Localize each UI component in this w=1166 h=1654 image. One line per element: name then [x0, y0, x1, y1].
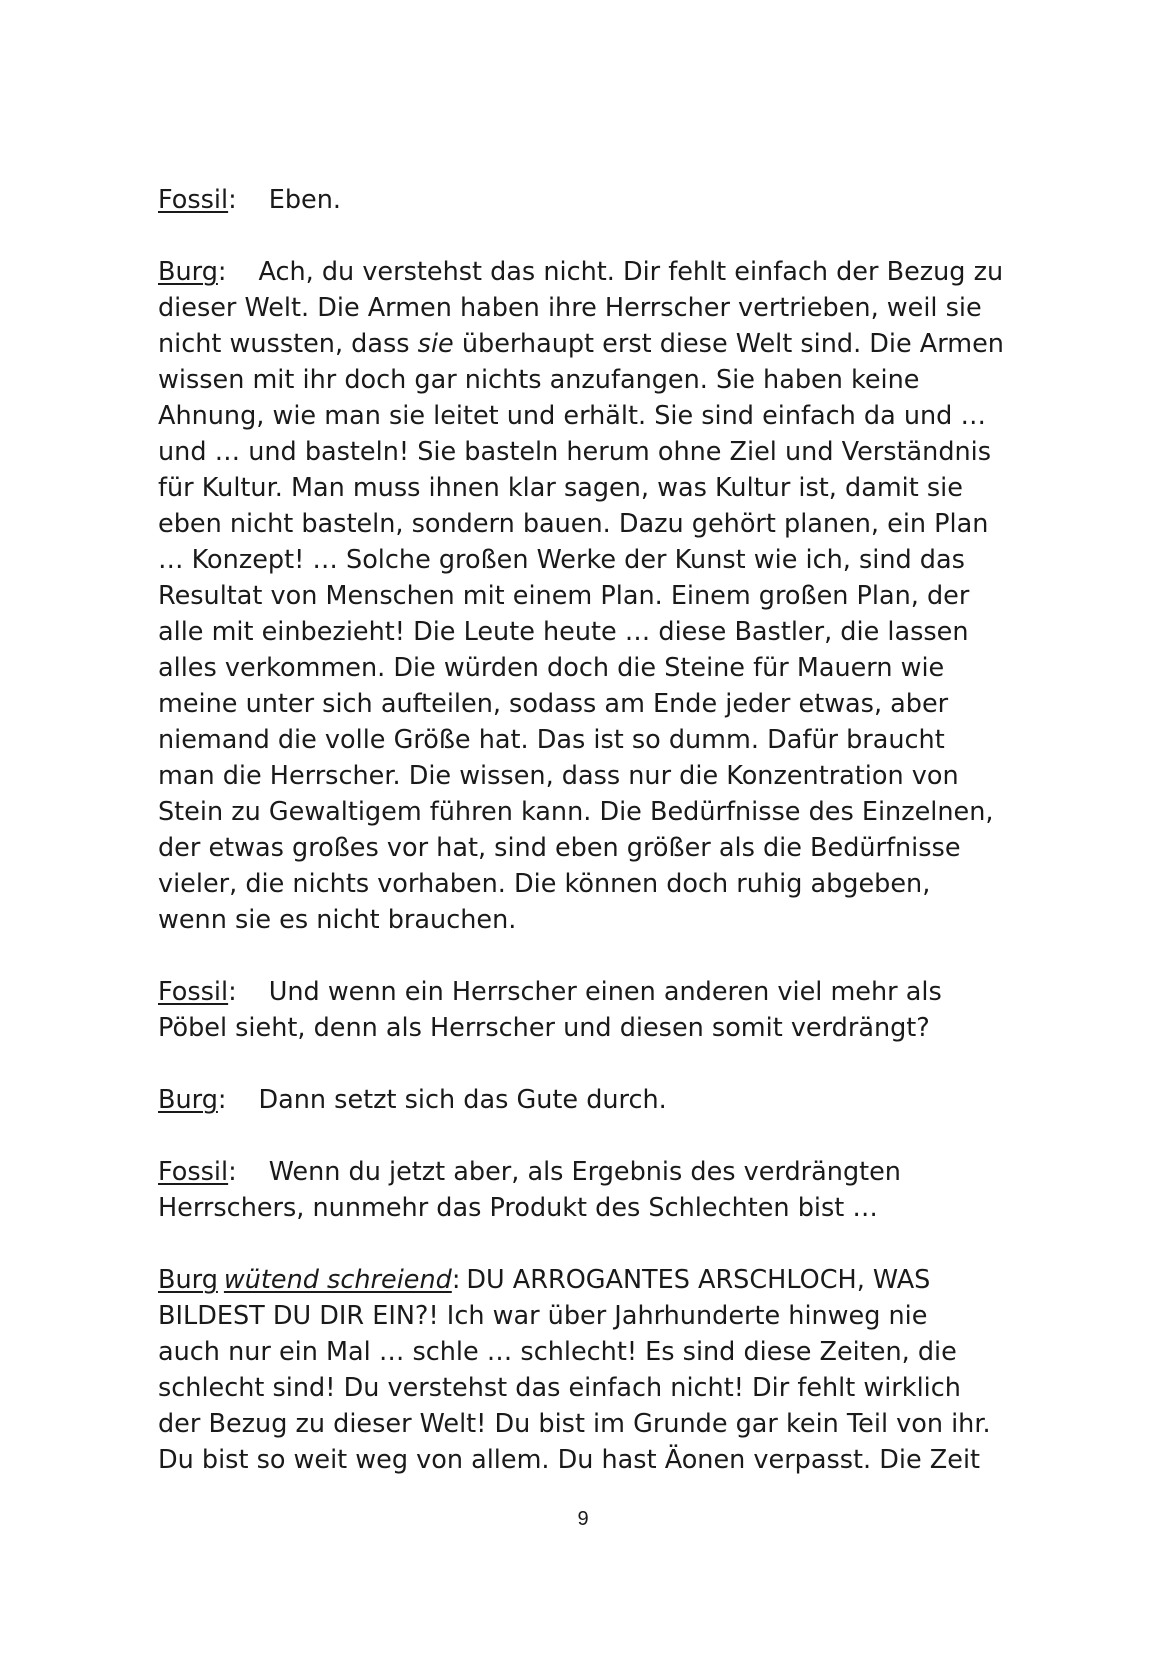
dialogue-block: Burg wütend schreiend: DU ARROGANTES ARSCHLOCH, WAS BILDEST DU DIR EIN?! Ich war über Jahrhunderte hinweg nie auch nur ein Mal … schle … schlecht! Es sind diese Zeiten, die schlecht sind! Du verstehst das einfach nicht! Dir fehlt wirklich der Bezug zu dieser Welt! Du bist im Grunde gar kein Teil von ihr. Du bist so weit weg von allem. Du hast Äonen verpasst. Die Zeit	[158, 1262, 1038, 1478]
dialogue-line: BILDEST DU DIR EIN?! Ich war über Jahrhunderte hinweg nie	[158, 1301, 928, 1331]
stage-direction: wütend schreiend	[223, 1265, 452, 1295]
dialogue-block: Fossil: Wenn du jetzt aber, als Ergebnis des verdrängten Herrschers, nunmehr das Produkt des Schlechten bist …	[158, 1154, 1038, 1226]
dialogue-line: Du bist so weit weg von allem. Du hast Äonen verpasst. Die Zeit	[158, 1445, 981, 1475]
dialogue-line: Dann setzt sich das Gute durch.	[258, 1085, 667, 1115]
dialogue-line: wissen mit ihr doch gar nichts anzufangen. Sie haben keine	[158, 365, 920, 395]
dialogue-line: man die Herrscher. Die wissen, dass nur die Konzentration von	[158, 761, 959, 791]
script-page	[158, 182, 1038, 1514]
speaker-name: Burg	[158, 1085, 218, 1115]
dialogue-line: Ahnung, wie man sie leitet und erhält. Sie sind einfach da und …	[158, 401, 986, 431]
speaker-name: Burg	[158, 1265, 218, 1295]
page-number: 9	[577, 1508, 589, 1530]
dialogue-line: alle mit einbezieht! Die Leute heute … diese Bastler, die lassen	[158, 617, 969, 647]
speaker-name: Fossil	[158, 1157, 229, 1187]
dialogue-line: Ach, du verstehst das nicht. Dir fehlt einfach der Bezug zu	[258, 257, 1004, 287]
dialogue-line: … Konzept! … Solche großen Werke der Kunst wie ich, sind das	[158, 545, 965, 575]
speaker-name: Fossil	[158, 185, 229, 215]
dialogue-block: Burg: Ach, du verstehst das nicht. Dir fehlt einfach der Bezug zu dieser Welt. Die Armen haben ihre Herrscher vertrieben, weil sie nicht wussten, dass sie überhaupt erst diese Welt sind. Die Armen wissen mit ihr doch gar nichts anzufangen. Sie haben keine Ahnung, wie man sie leitet und erhält. Sie sind einfach da und … und … und basteln! Sie basteln herum ohne Ziel und Verständnis für Kultur. Man muss ihnen klar sagen, was Kultur ist, damit sie eben nicht basteln, sondern bauen. Dazu gehört planen, ein Plan … Konzept! … Solche großen Werke der Kunst wie ich, sind das Resultat von Menschen mit einem Plan. Einem großen Plan, der alle mit einbezieht! Die Leute heute … diese Bastler, die lassen alles verkommen. Die würden doch die Steine für Mauern wie meine unter sich aufteilen, sodass am Ende jeder etwas, aber niemand die volle Größe hat. Das ist so dumm. Dafür braucht man die Herrscher. Die wissen, dass nur die Konzentration von Stein zu Gewaltigem führen kann. Die Bedürfnisse des Einzelnen, der etwas großes vor hat, sind eben größer als die Bedürfnisse vieler, die nichts vorhaben. Die können doch ruhig abgeben, wenn sie es nicht brauchen.	[158, 254, 1038, 938]
dialogue-line: meine unter sich aufteilen, sodass am Ende jeder etwas, aber	[158, 689, 949, 719]
dialogue-line: der etwas großes vor hat, sind eben größer als die Bedürfnisse	[158, 833, 961, 863]
emphasis: sie	[417, 329, 454, 359]
dialogue-line: für Kultur. Man muss ihnen klar sagen, was Kultur ist, damit sie	[158, 473, 963, 503]
dialogue-line: alles verkommen. Die würden doch die Steine für Mauern wie	[158, 653, 945, 683]
dialogue-line: Resultat von Menschen mit einem Plan. Einem großen Plan, der	[158, 581, 970, 611]
dialogue-line: eben nicht basteln, sondern bauen. Dazu gehört planen, ein Plan	[158, 509, 989, 539]
dialogue-line: dieser Welt. Die Armen haben ihre Herrscher vertrieben, weil sie	[158, 293, 982, 323]
dialogue-block: Burg: Dann setzt sich das Gute durch.	[158, 1085, 667, 1115]
speaker-name: Burg	[158, 257, 218, 287]
dialogue-line: und … und basteln! Sie basteln herum ohne Ziel und Verständnis	[158, 437, 992, 467]
dialogue-line: DU ARROGANTES ARSCHLOCH, WAS	[466, 1265, 931, 1295]
dialogue-line: wenn sie es nicht brauchen.	[158, 905, 517, 935]
dialogue-block: Fossil: Und wenn ein Herrscher einen anderen viel mehr als Pöbel sieht, denn als Herrscher und diesen somit verdrängt?	[158, 974, 1038, 1046]
dialogue-line: schlecht sind! Du verstehst das einfach nicht! Dir fehlt wirklich	[158, 1373, 961, 1403]
dialogue-line: nicht wussten, dass sie überhaupt erst diese Welt sind. Die Armen	[158, 329, 1004, 359]
speaker-name: Fossil	[158, 977, 229, 1007]
dialogue-block: Fossil: Eben.	[158, 185, 341, 215]
dialogue-line: Herrschers, nunmehr das Produkt des Schlechten bist …	[158, 1193, 878, 1223]
dialogue-line: niemand die volle Größe hat. Das ist so dumm. Dafür braucht	[158, 725, 945, 755]
dialogue-line: auch nur ein Mal … schle … schlecht! Es sind diese Zeiten, die	[158, 1337, 957, 1367]
dialogue-line: Und wenn ein Herrscher einen anderen viel mehr als	[268, 977, 942, 1007]
dialogue-line: Eben.	[268, 185, 341, 215]
dialogue-line: vieler, die nichts vorhaben. Die können doch ruhig abgeben,	[158, 869, 931, 899]
dialogue-line: Stein zu Gewaltigem führen kann. Die Bedürfnisse des Einzelnen,	[158, 797, 994, 827]
dialogue-line: Pöbel sieht, denn als Herrscher und diesen somit verdrängt?	[158, 1013, 930, 1043]
dialogue-line: Wenn du jetzt aber, als Ergebnis des verdrängten	[268, 1157, 901, 1187]
dialogue-line: der Bezug zu dieser Welt! Du bist im Grunde gar kein Teil von ihr.	[158, 1409, 991, 1439]
